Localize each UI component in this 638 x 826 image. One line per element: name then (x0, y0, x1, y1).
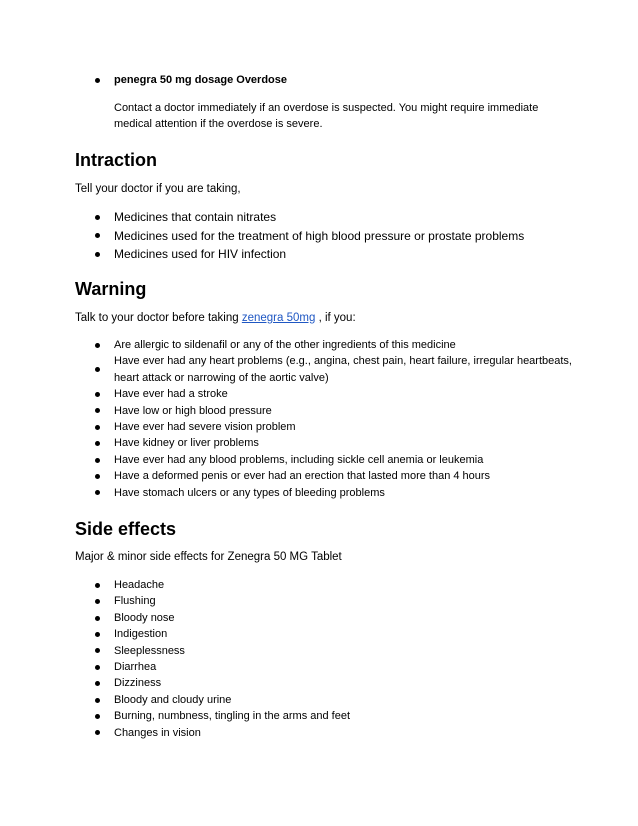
list-item (75, 468, 575, 484)
list-item-text: Bloody nose (114, 611, 175, 624)
list-item (75, 725, 575, 741)
list-item-text: Medicines that contain nitrates (114, 210, 277, 224)
bullet-icon (95, 714, 100, 719)
list-item (75, 386, 575, 402)
list-item-text: Have ever had a stroke (114, 388, 228, 401)
list-item (75, 577, 575, 593)
list-item-text: Have ever had any blood problems, including sickle cell anemia or leukemia (114, 453, 484, 466)
bullet-icon (95, 425, 100, 430)
bullet-icon (95, 490, 100, 495)
interaction-intro: Tell your doctor if you are taking, (75, 183, 241, 195)
warning-list (75, 337, 575, 501)
bullet-icon (95, 233, 100, 238)
list-item-text: Bloody and cloudy urine (114, 693, 232, 706)
list-item (75, 208, 575, 227)
bullet-icon (95, 458, 100, 463)
list-item (75, 452, 575, 468)
bullet-icon (95, 583, 100, 588)
list-item-text: Have kidney or liver problems (114, 437, 259, 450)
list-item (75, 403, 575, 419)
side-effects-intro: Major & minor side effects for Zenegra 50 MG Tablet (75, 551, 342, 563)
list-item (75, 485, 575, 501)
list-item-text: Have low or high blood pressure (114, 404, 272, 417)
list-item (75, 626, 575, 642)
overdose-text: Contact a doctor immediately if an overdose is suspected. You might require immediate medical attention if the overdose is severe. (114, 102, 539, 130)
side-effects-list (75, 577, 575, 741)
overdose-section (75, 73, 575, 132)
list-item-text: Flushing (114, 595, 156, 608)
list-item (75, 610, 575, 626)
list-item (75, 435, 575, 451)
list-item (75, 419, 575, 435)
warning-intro-after: , if you: (315, 312, 356, 324)
list-item (75, 73, 575, 88)
list-item (75, 593, 575, 609)
list-item-text: Medicines used for HIV infection (114, 247, 287, 261)
list-item-text: Burning, numbness, tingling in the arms and feet (114, 710, 351, 723)
list-item (75, 708, 575, 724)
bullet-icon (95, 616, 100, 621)
list-item-text: Have ever had any heart problems (e.g., angina, chest pain, heart failure, irregular heartbeats, heart attack or narrowing of the aortic valve) (114, 355, 572, 384)
bullet-icon (95, 367, 100, 372)
list-item-text: Have a deformed penis or ever had an erection that lasted more than 4 hours (114, 470, 491, 483)
interaction-heading: Intraction (75, 150, 158, 170)
bullet-icon (95, 215, 100, 220)
bullet-icon (95, 648, 100, 653)
list-item-text: Have ever had severe vision problem (114, 421, 296, 434)
list-item (75, 692, 575, 708)
bullet-icon (95, 730, 100, 735)
warning-intro-before: Talk to your doctor before taking (75, 312, 242, 324)
bullet-icon (95, 474, 100, 479)
bullet-icon (95, 632, 100, 637)
bullet-icon (95, 343, 100, 348)
list-item-text: Dizziness (114, 677, 162, 690)
list-item (75, 245, 575, 264)
list-item (75, 659, 575, 675)
list-item-text: Medicines used for the treatment of high blood pressure or prostate problems (114, 228, 525, 243)
list-item (75, 227, 575, 246)
warning-intro (75, 311, 356, 326)
list-item (75, 643, 575, 659)
bullet-icon (95, 392, 100, 397)
bullet-icon (95, 599, 100, 604)
list-item-text: Sleeplessness (114, 644, 185, 657)
list-item-text: Have stomach ulcers or any types of bleeding problems (114, 486, 385, 499)
bullet-icon (95, 681, 100, 686)
list-item-text: Headache (114, 579, 165, 591)
bullet-icon (95, 408, 100, 413)
warning-heading: Warning (75, 279, 147, 299)
list-item-text: Indigestion (114, 628, 168, 641)
list-item-text: Are allergic to sildenafil or any of the other ingredients of this medicine (114, 339, 456, 351)
list-item-text: Changes in vision (114, 726, 201, 739)
bullet-icon (95, 441, 100, 446)
list-item (75, 675, 575, 691)
list-item-text: Diarrhea (114, 661, 157, 674)
zenegra-link[interactable]: zenegra 50mg (241, 312, 316, 324)
side-effects-heading: Side effects (75, 519, 177, 539)
interaction-list (75, 208, 575, 264)
bullet-icon (95, 252, 100, 257)
list-item (75, 353, 575, 386)
bullet-icon (95, 78, 100, 83)
bullet-icon (95, 698, 100, 703)
overdose-list (75, 73, 575, 88)
overdose-title: penegra 50 mg dosage Overdose (114, 74, 288, 86)
bullet-icon (95, 665, 100, 670)
list-item (75, 337, 575, 353)
